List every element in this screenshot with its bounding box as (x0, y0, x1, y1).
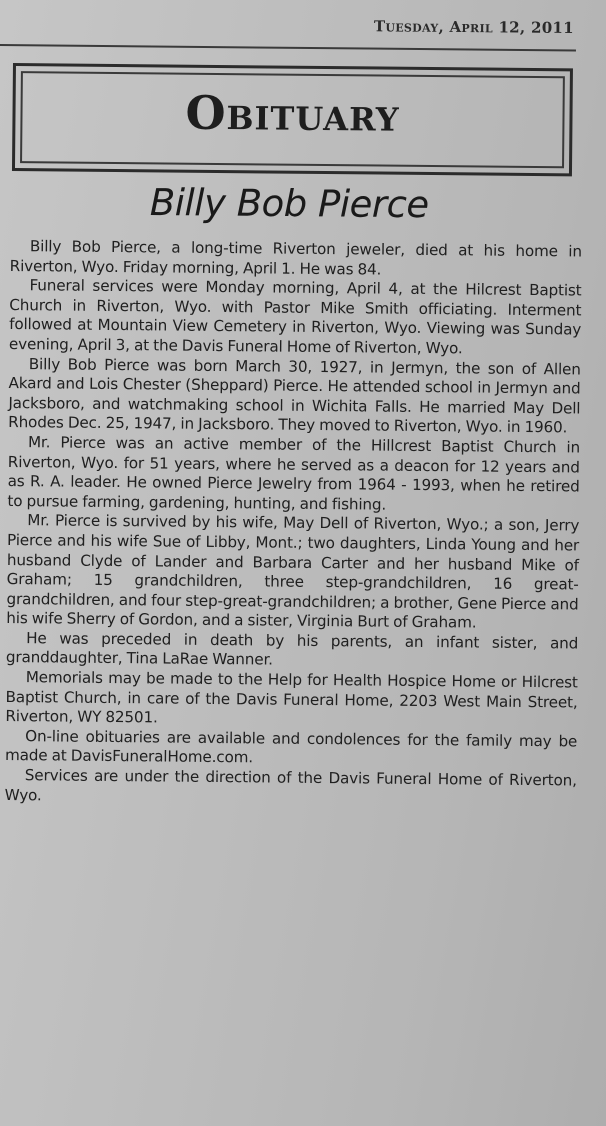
paragraph-funeral-services: Funeral services were Monday morning, April 4, at the Hilcrest Baptist Church in Riverton, Wyo. with Pastor Mike Smith officiating. Interment followed at Mountain View Cemetery in Riverton, Wyo. Viewing was Sunday evening, April 3, at the Davis Funeral Home of Riverton, Wyo. (8, 276, 582, 358)
paragraph-memorials: Memorials may be made to the Help for Health Hospice Home or Hilcrest Baptist Church, in care of the Davis Funeral Home, 2203 West Main Street, Riverton, WY 82501. (5, 668, 578, 727)
paragraph-biography: Billy Bob Pierce was born March 30, 1927, in Jermyn, the son of Allen Akard and Lois Chester (Sheppard) Pierce. He attended school in Jermyn and Jacksboro, and watchmaking school in Wichita Falls. He married May Dell Rhodes Dec. 25, 1947, in Jacksboro. They moved to Riverton, Wyo. in 1960. (8, 354, 581, 437)
paragraph-survivors: Mr. Pierce is survived by his wife, May Dell of Riverton, Wyo.; a son, Jerry Pierce and his wife Sue of Libby, Mont.; two daughters, Linda Young and her husband Clyde of Lander and Barbara Carter and her husband Mike of Graham; 15 grandchildren, three step-grandchildren, 16 great-grandchildren, and four step-great-grandchildren; a brother, Gene Pierce and his wife Sherry of Gordon, and a sister, Virginia Burt of Graham. (6, 511, 580, 632)
obituary-body (5, 237, 582, 811)
banner-title: Obituary (185, 85, 400, 142)
paragraph-church-career: Mr. Pierce was an active member of the Hillcrest Baptist Church in Riverton, Wyo. for 51 years, where he served as a deacon for 12 years and as R. A. leader. He owned Pierce Jewelry from 1964 - 1993, when he retired to pursue farming, gardening, hunting, and fishing. (7, 433, 581, 514)
paragraph-death-notice: Billy Bob Pierce, a long-time Riverton jeweler, died at his home in Riverton, Wyo. Friday morning, April 1. He was 84. (9, 237, 582, 279)
paragraph-online: On-line obituaries are available and condolences for the family may be made at DavisFuneralHome.com. (4, 727, 578, 767)
header-rule (0, 44, 576, 52)
paragraph-preceded: He was preceded in death by his parents, an infant sister, and granddaughter, Tina LaRae Wanner. (5, 629, 579, 670)
deceased-name: Billy Bob Pierce (149, 181, 429, 227)
obituary-banner (12, 63, 573, 176)
publication-date: Tuesday, April 12, 2011 (373, 17, 574, 37)
paragraph-services-direction: Services are under the direction of the Davis Funeral Home of Riverton, Wyo. (4, 766, 577, 804)
